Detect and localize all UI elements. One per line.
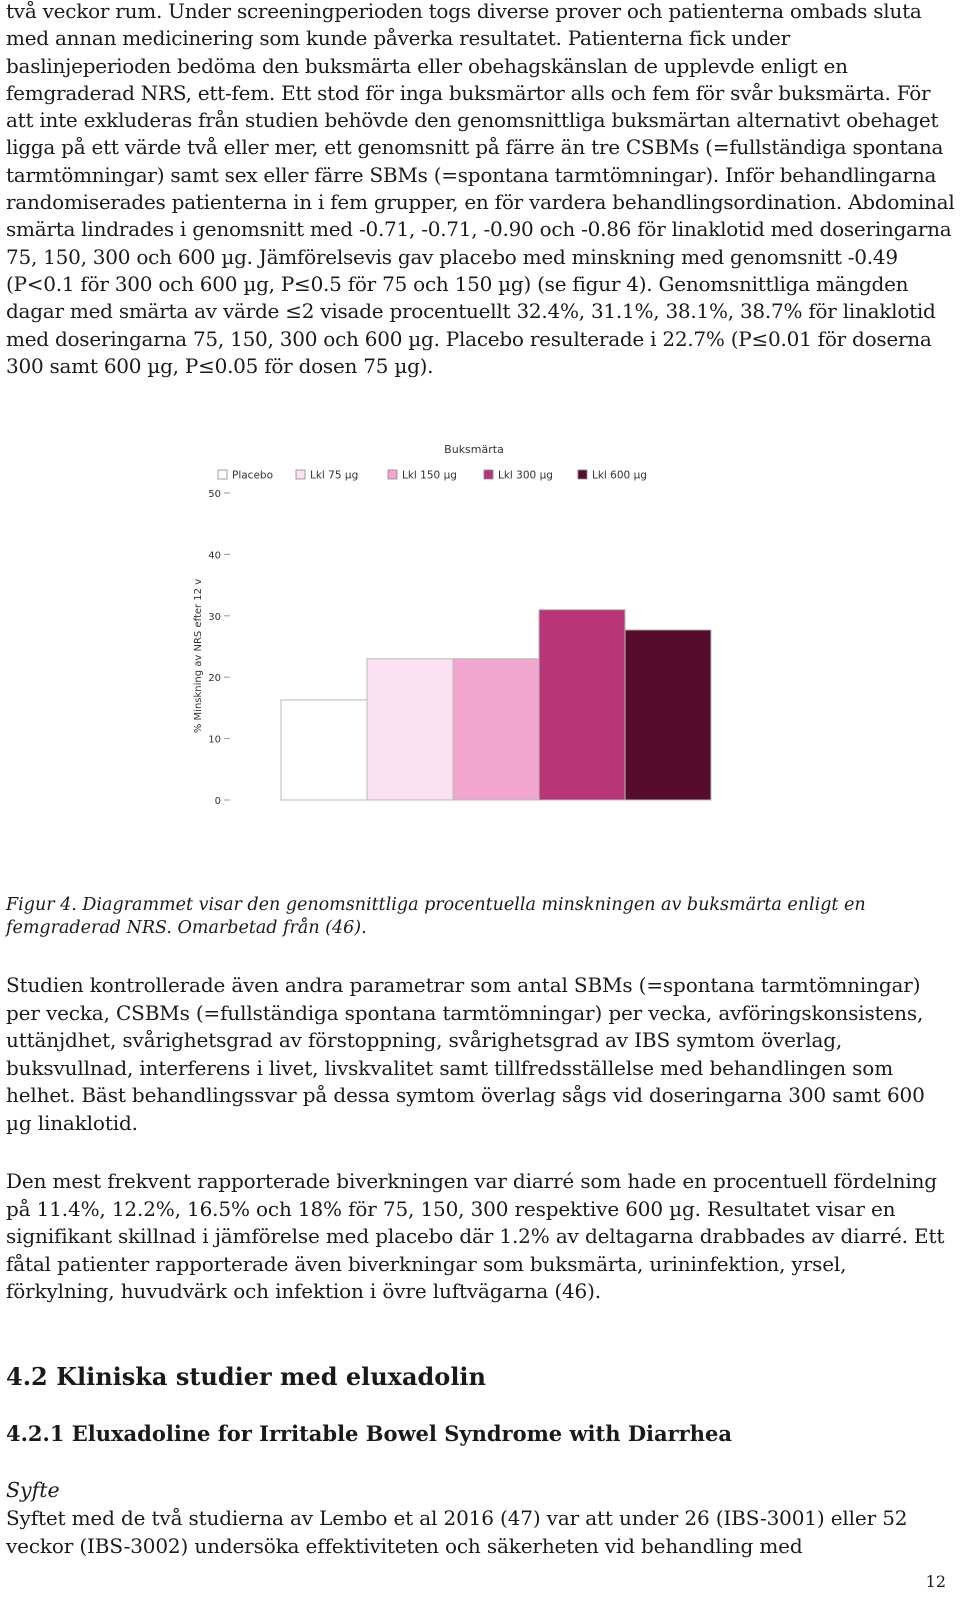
y-tick-label: 20 [208, 673, 221, 685]
syfte-label: Syfte [6, 1478, 60, 1502]
legend-label: Placebo [232, 469, 274, 482]
legend-label: Lkl 600 µg [592, 469, 647, 482]
legend-label: Lkl 75 µg [310, 469, 359, 482]
legend-swatch [296, 470, 305, 479]
paragraph-syfte: Syftet med de två studierna av Lembo et al 2016 (47) var att under 26 (IBS-3001) eller 52 veckor (IBS-3002) undersöka effektiviteten och säkerheten vid behandling med [6, 1506, 908, 1558]
y-tick-label: 10 [208, 734, 221, 746]
paragraph-screening: två veckor rum. Under screeningperioden togs diverse prover och patienterna ombads sluta med annan medicinering som kunde påverka resultatet. Patienterna fick under baslinjeperioden bedöma den buksmärta eller obehagskänslan de upplevde enligt en femgraderad NRS, ett-fem. Ett stod för inga buksmärtor alls och fem för svår buksmärta. För att inte exkluderas från studien behövde den genomsnittliga buksmärtan alternativt obehaget ligga på ett värde två eller mer, ett genomsnitt på färre än tre CSBMs (=fullständiga spontana tarmtömningar) samt sex eller färre SBMs (=spontana tarmtömningar). Inför behandlingarna randomiserades patienterna in i fem grupper, en för vardera behandlingsordination. Abdominal smärta lindrades i genomsnitt med -0.71, -0.71, -0.90 och -0.86 för linaklotid med doseringarna 75, 150, 300 och 600 µg. Jämförelsevis gav placebo med minskning med genomsnitt -0.49 (P<0.1 för 300 och 600 µg, P≤0.5 för 75 och 150 µg) (se figur 4). Genomsnittliga mängden dagar med smärta av värde ≤2 visade procentuellt 32.4%, 31.1%, 38.1%, 38.7% för linaklotid med doseringarna 75, 150, 300 och 600 µg. Placebo resulterade i 22.7% (P≤0.01 för doserna 300 samt 600 µg, P≤0.05 för dosen 75 µg). [6, 0, 955, 378]
legend-swatch [578, 470, 587, 479]
section-heading-eluxadolin: 4.2 Kliniska studier med eluxadolin [6, 1362, 486, 1391]
bar-5 [625, 630, 711, 800]
bar-2 [367, 659, 453, 800]
chart-title: Buksmärta [444, 443, 504, 456]
legend-swatch [484, 470, 493, 479]
paragraph-parameters: Studien kontrollerade även andra parametrar som antal SBMs (=spontana tarmtömningar) per vecka, CSBMs (=fullständiga spontana tarmtömningar) per vecka, avföringskonsistens, uttänjdhet, svårighetsgrad av förstoppning, svårighetsgrad av IBS symtom överlag, buksvullnad, interferens i livet, livskvalitet samt tillfredsställelse med behandlingen som helhet. Bäst behandlingssvar på dessa symtom överlag sågs vid doseringarna 300 samt 600 µg linaklotid. [6, 973, 925, 1135]
chart-bars [281, 610, 711, 800]
legend-swatch [388, 470, 397, 479]
y-tick-label: 50 [208, 489, 221, 500]
chart-legend [218, 470, 647, 482]
legend-label: Lkl 300 µg [498, 469, 553, 482]
figure-caption: Figur 4. Diagrammet visar den genomsnittliga procentuella minskningen av buksmärta enligt en femgraderad NRS. Omarbetad från (46). [6, 895, 866, 938]
bar-3 [453, 659, 539, 800]
y-axis-label: % Minskning av NRS efter 12 v [193, 578, 204, 734]
subsection-heading-eluxadoline: 4.2.1 Eluxadoline for Irritable Bowel Syndrome with Diarrhea [6, 1421, 732, 1446]
bar-chart-buksmarta [0, 440, 960, 880]
y-tick-label: 40 [208, 550, 221, 562]
y-axis [208, 489, 230, 807]
y-tick-label: 0 [214, 796, 221, 807]
bar-1 [281, 700, 367, 800]
page-number: 12 [925, 1572, 946, 1591]
bar-4 [539, 610, 625, 800]
y-tick-label: 30 [208, 611, 221, 623]
paragraph-side-effects: Den mest frekvent rapporterade biverkningen var diarré som hade en procentuell fördelning på 11.4%, 12.2%, 16.5% och 18% för 75, 150, 300 respektive 600 µg. Resultatet visar en signifikant skillnad i jämförelse med placebo där 1.2% av deltagarna drabbades av diarré. Ett fåtal patienter rapporterade även biverkningar som buksmärta, urininfektion, yrsel, förkylning, huvudvärk och infektion i övre luftvägarna (46). [6, 1169, 945, 1303]
legend-swatch [218, 470, 227, 479]
legend-label: Lkl 150 µg [402, 469, 457, 482]
